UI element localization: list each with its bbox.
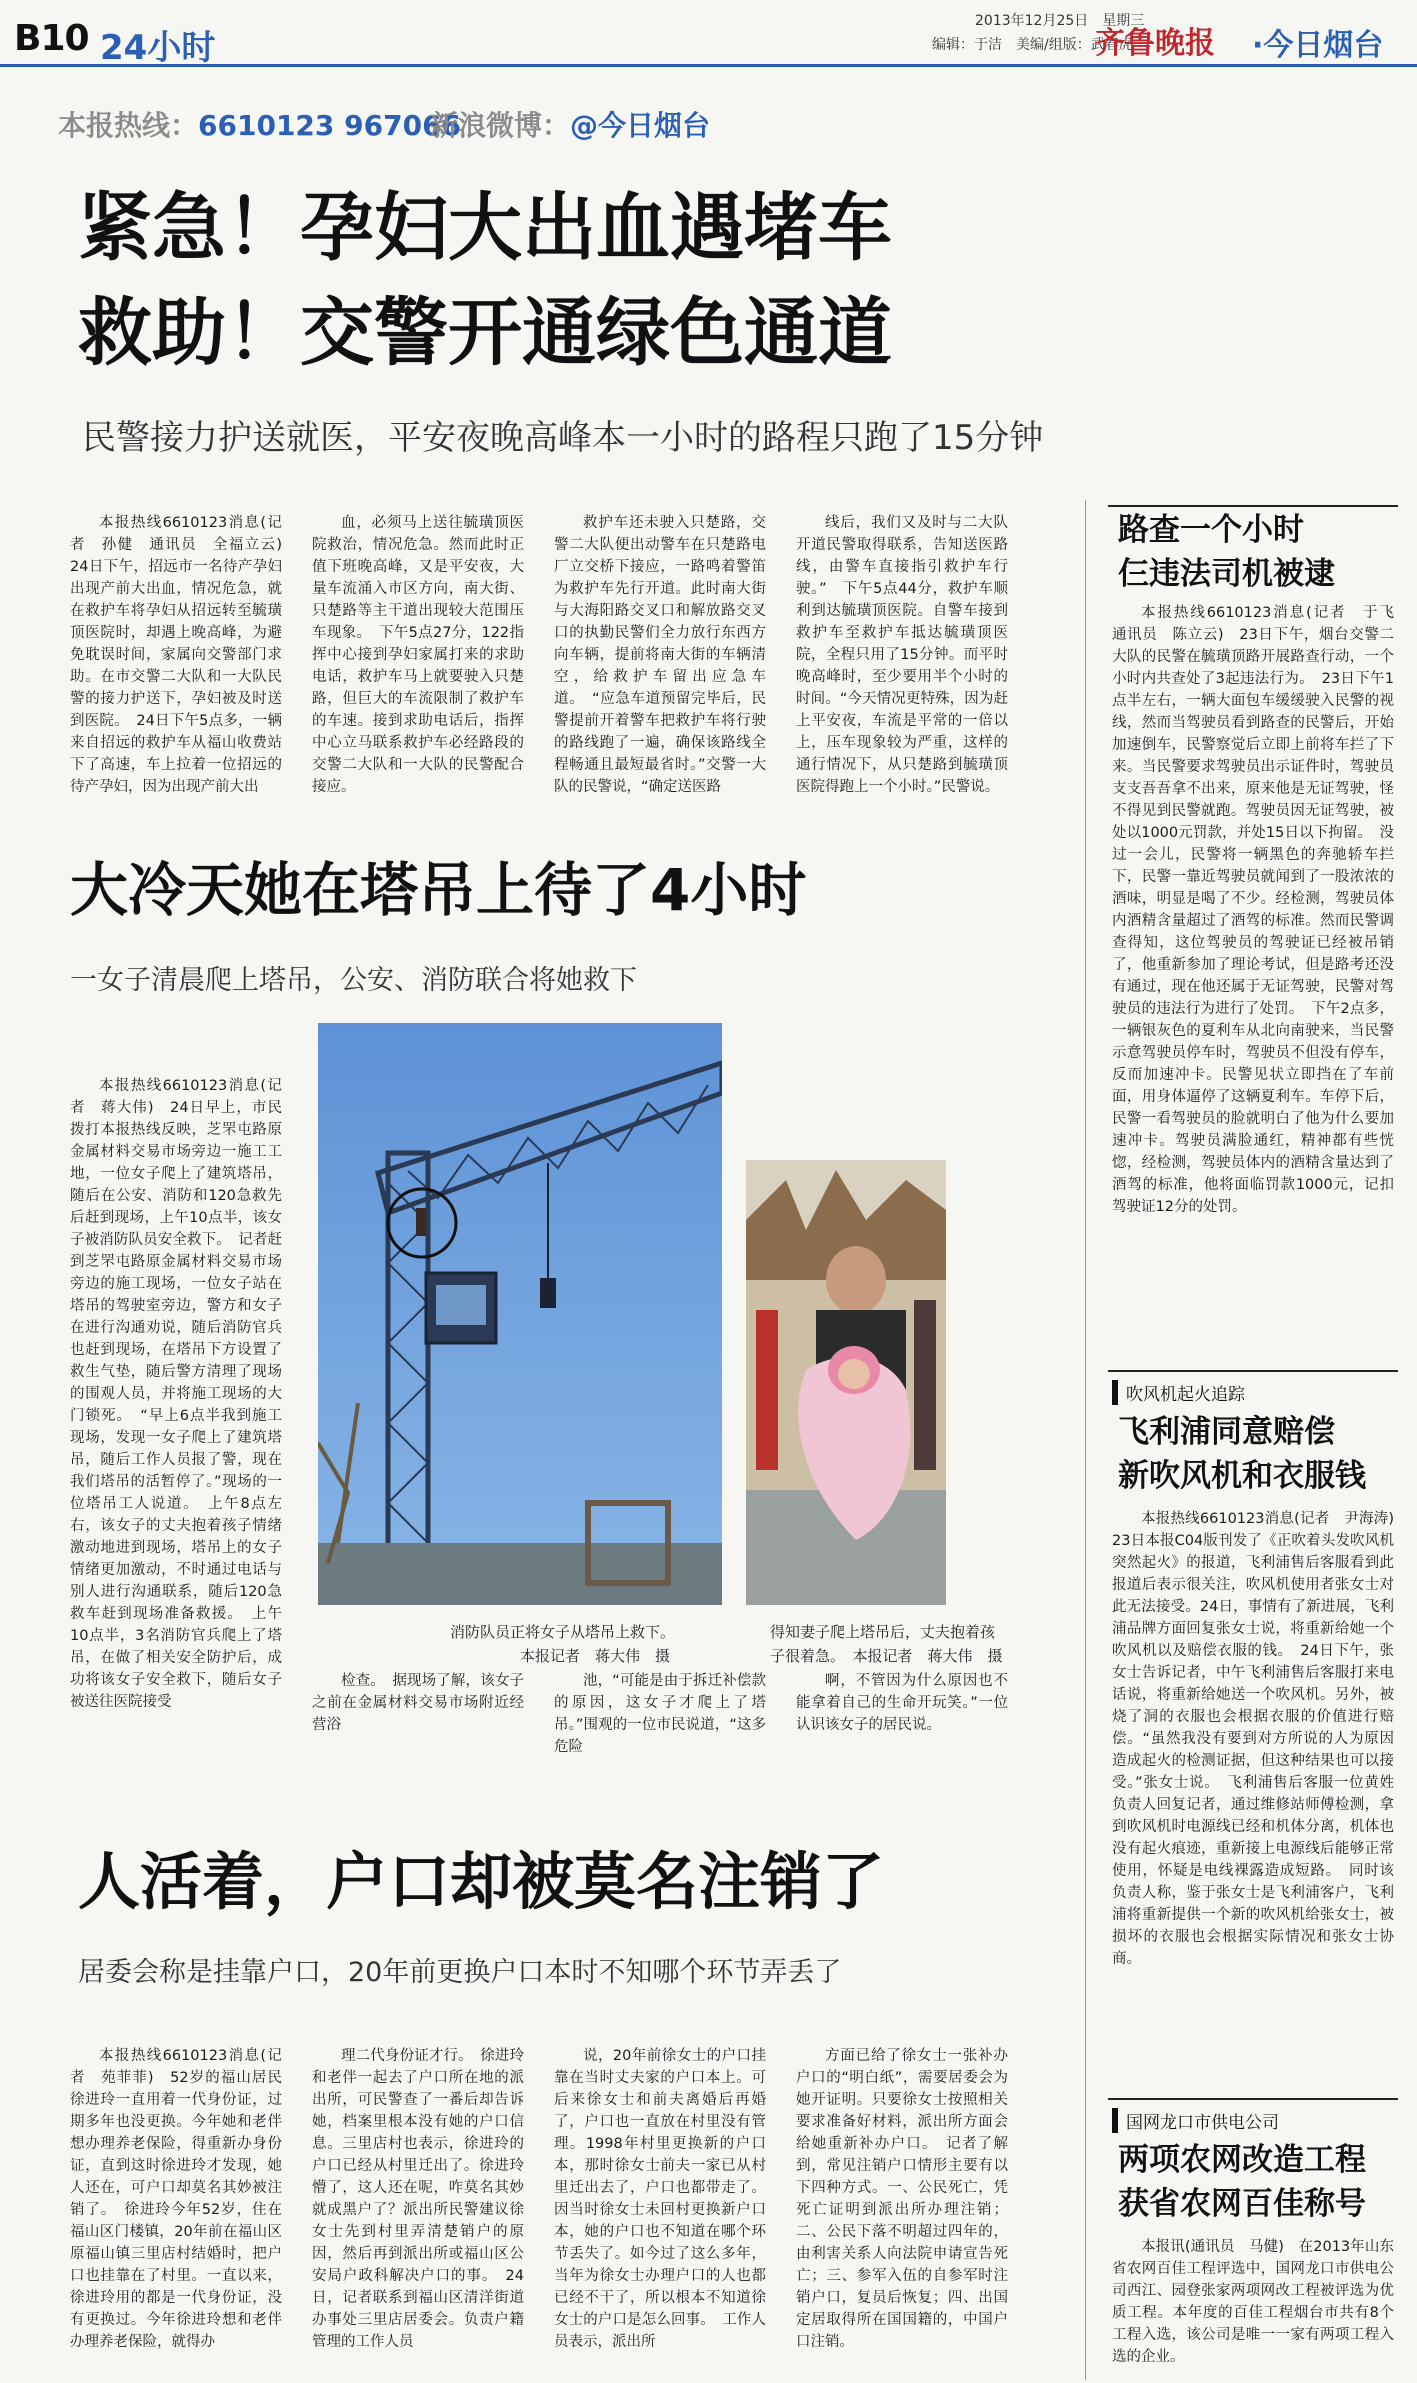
tower-crane-photo [318,1023,722,1605]
photo2-caption: 得知妻子爬上塔吊后，丈夫抱着孩 子很着急。 本报记者 蒋大伟 摄 [770,1623,1003,1665]
story2-subtitle: 一女子清晨爬上塔吊，公安、消防联合将她救下 [70,965,637,996]
side3-rule [1108,2098,1398,2100]
story3-column-2: 理二代身份证才行。 徐进玲和老伴一起去了户口所在地的派出所，可民警查了一番后却告诉她，档案里根本没有她的户口信息。三里店村也表示，徐进玲的户口已经从村里迁出了。徐进玲懵了，这人还在呢，咋莫名其妙就成黑户了？派出所民警建议徐女士先到村里弄清楚销户的原因，然后再到派出所或福山区公安局户政科解决户口的事。 24日，记者联系到福山区清洋街道办事处三里店居委会。负责户籍管理的工作人员 [312,2048,524,2350]
story2-headline: 大冷天她在塔吊上待了4小时 [70,856,807,924]
tower-crane-illustration [318,1023,722,1605]
story1-column-4: 线后，我们又及时与二大队开道民警取得联系，告知送医路线，由警车直接指引救护车行驶。” 下午5点44分，救护车顺利到达毓璜顶医院。自警车接到救护车至救护车抵达毓璜顶医院，全程只用了15分钟。而平时晚高峰时，至少要用半个小时的时间。“今天情况更特殊，因为赶上平安夜，车流是平常的一倍以上，压车现象较为严重，这样的通行情况下，从只楚路到毓璜顶医院得跑上一个小时。”民警说。 [796,515,1008,795]
husband-child-illustration [746,1160,946,1605]
side2-body: 本报热线6610123消息(记者 尹海涛) 23日本报C04版刊发了《正吹着头发吹风机突然起火》的报道，飞利浦售后客服看到此报道后表示很关注，吹风机使用者张女士对此无法接受。24日，事情有了新进展，飞利浦品牌方面回复张女士说，将重新给她一个吹风机以及赔偿衣服的钱。 24日下午，张女士告诉记者，中午飞利浦售后客服打来电话说，将重新给她送一个吹风机。另外，被烧了洞的衣服也会根据衣服的价值进行赔偿。“虽然我没有要到对方所说的人为原因造成起火的检测证据，但这种结果也可以接受。”张女士说。 飞利浦售后客服一位黄姓负责人回复记者，通过维修站师傅检测，拿到吹风机时电源线已经和机体分离，机体也没有起火痕迹，重新接上电源线后能够正常使用，怀疑是电线裸露造成短路。 同时该负责人称，鉴于张女士是飞利浦客户，飞利浦将重新提供一个新的吹风机给张女士，被损坏的衣服也会根据实际情况和张女士协商。 [1112,1511,1409,1967]
side3-body: 本报讯(通讯员 马健) 在2013年山东省农网百佳工程评选中，国网龙口市供电公司西江、园登张家两项网改工程被评选为优质工程。本年度的百佳工程烟台市共有8个工程入选，该公司是唯一一家有两项工程入选的企业。 [1112,2239,1394,2365]
story2-column-1: 本报热线6610123消息(记者 蒋大伟) 24日早上，市民拨打本报热线反映，芝罘屯路原金属材料交易市场旁边一施工工地，一位女子爬上了建筑塔吊，随后在公安、消防和120急救先后赶到现场，上午10点半，该女子被消防队员安全救下。 记者赶到芝罘屯路原金属材料交易市场旁边的施工现场，一位女子站在塔吊的驾驶室旁边，警方和女子在进行沟通劝说，随后消防官兵也赶到现场，在塔吊下方设置了救生气垫，随后警方清理了现场的围观人员，并将施工现场的大门锁死。 “早上6点半我到施工现场，发现一女子爬上了建筑塔吊，随后工作人员报了警，现在我们塔吊的活暂停了。”现场的一位塔吊工人说道。 上午8点左右，该女子的丈夫抱着孩子情绪激动地进到现场，塔吊上的女子情绪更加激动，不时通过电话与别人进行沟通联系，随后120急救车赶到现场准备救援。 上午10点半，3名消防官兵爬上了塔吊，在做了相关安全防护后，成功将该女子安全救下，随后女子被送往医院接受 [70,1078,282,1710]
side2-tag: 吹风机起火追踪 [1112,1380,1245,1405]
hotline [58,104,461,144]
issue-date: 2013年12月25日 星期三 [975,13,1145,29]
story2-column-2: 检查。 据现场了解，该女子之前在金属材料交易市场附近经营浴 [312,1673,524,1733]
side3-headline-2: 获省农网百佳称号 [1118,2186,1366,2222]
weibo-handle: @今日烟台 [570,109,711,142]
masthead-sub: ·今日烟台 [1252,28,1384,63]
story3-column-1: 本报热线6610123消息(记者 苑菲菲) 52岁的福山居民徐进玲一直用着一代身份证，过期多年也没更换。今年她和老伴想办理养老保险，得重新办身份证，直到这时徐进玲才发现，她人还在，可户口却莫名其妙被注销了。 徐进玲今年52岁，住在福山区门楼镇，20年前在福山区原福山镇三里店村结婚时，把户口也挂靠在了村里。一直以来，徐进玲用的都是一代身份证，没有更换过。今年徐进玲想和老伴办理养老保险，就得办 [70,2048,282,2350]
story2-column-3: 池，“可能是由于拆迁补偿款的原因，这女子才爬上了塔吊。”围观的一位市民说道，“这多危险 [554,1673,766,1755]
story3-column-3: 说，20年前徐女士的户口挂靠在当时丈夫家的户口本上。可后来徐女士和前夫离婚后再婚了，户口也一直放在村里没有管理。1998年村里更换新的户口本，那时徐女士前夫一家已从村里迁出去了，户口也都带走了。因当时徐女士未回村更换新户口本，她的户口也不知道在哪个环节丢失了。如今过了这么多年，当年为徐女士办理户口的人也都已经不干了，所以根本不知道徐女士的户口是怎么回事。 工作人员表示，派出所 [554,2048,766,2350]
side1-headline-1: 路查一个小时 [1118,512,1304,548]
story1-headline-1: 紧急！孕妇大出血遇堵车 [78,185,892,271]
side3-headline-1: 两项农网改造工程 [1118,2142,1366,2178]
story1-subtitle: 民警接力护送就医，平安夜晚高峰本一小时的路程只跑了15分钟 [82,418,1044,458]
story2-column-4: 啊，不管因为什么原因也不能拿着自己的生命开玩笑。”一位认识该女子的居民说。 [796,1673,1008,1733]
hotline-numbers: 6610123 967066 [198,109,462,142]
masthead-logo: 齐鲁晚报 [1095,26,1215,61]
story3-column-4: 方面已给了徐女士一张补办户口的“明白纸”，需要居委会为她开证明。只要徐女士按照相关要求准备好材料，派出所方面会给她重新补办户口。 记者了解到，常见注销户口情形主要有以下四种方式。一、公民死亡，凭死亡证明到派出所办理注销；二、公民下落不明超过四年的，由利害关系人向法院申请宣告死亡；三、参军入伍的自参军时注销户口，复员后恢复；四、出国定居取得所在国国籍的，中国户口注销。 [796,2048,1008,2350]
page-number: B10 [14,18,89,59]
weibo-label: 新浪微博： [430,109,571,142]
side3-tag: 国网龙口市供电公司 [1112,2108,1279,2133]
sidebar-top-rule [1108,505,1398,507]
sidebar-divider [1085,500,1086,2380]
story3-subtitle: 居委会称是挂靠户口，20年前更换户口本时不知哪个环节弄丢了 [78,1957,842,1988]
weibo [430,104,710,144]
story1-column-3: 救护车还未驶入只楚路，交警二大队便出动警车在只楚路电厂立交桥下接应，一路鸣着警笛为救护车先行开道。此时南大街与大海阳路交叉口和解放路交叉口的执勤民警们全力放行东西方向车辆，提前将南大街的车辆清空，给救护车留出应急车道。 “应急车道预留完毕后，民警提前开着警车把救护车将行驶的路线跑了一遍，确保该路线全程畅通且最短最省时。”交警一大队的民警说，“确定送医路 [554,515,766,795]
hotline-label: 本报热线： [58,109,199,142]
editors: 编辑：于洁 美编/组版：武春虎 [932,37,1133,53]
story1-column-2: 血，必须马上送往毓璜顶医院救治，情况危急。然而此时正值下班晚高峰，又是平安夜，大量车流涌入市区方向，南大街、只楚路等主干道出现较大范围压车现象。 下午5点27分，122指挥中心接到孕妇家属打来的求助电话，救护车马上就要驶入只楚路，但巨大的车流限制了救护车的车速。接到求助电话后，指挥中心立马联系救护车必经路段的交警二大队和一大队的民警配合接应。 [312,515,524,795]
photo1-caption: 消防队员正将女子从塔吊上救下。 本报记者 蒋大伟 摄 [450,1623,676,1665]
husband-child-photo [746,1160,946,1605]
side2-headline-1: 飞利浦同意赔偿 [1118,1414,1335,1450]
section-name: 24小时 [100,28,216,68]
side1-body: 本报热线6610123消息(记者 于飞 通讯员 陈立云) 23日下午，烟台交警二大队的民警在毓璜顶路开展路查行动，一个小时内共查处了3起违法行为。 23日下午1点半左右，一辆大面包车缓缓驶入民警的视线，然而当驾驶员看到路查的民警后，开始加速倒车，民警察觉后立即上前将车拦了下来。当民警要求驾驶员出示证件时，驾驶员支支吾吾拿不出来，原来他是无证驾驶，怪不得见到民警就跑。驾驶员因无证驾驶，被处以1000元罚款，并处15日以下拘留。 没过一会儿，民警将一辆黑色的奔驰轿车拦下，民警一靠近驾驶员就闻到了一股浓浓的酒味，明显是喝了不少。经检测，驾驶员体内酒精含量超过了酒驾的标准。然而民警调查得知，这位驾驶员的驾驶证已经被吊销了，他重新参加了理论考试，但是路考还没有通过，现在他还属于无证驾驶，民警对驾驶员的违法行为进行了处罚。 下午2点多，一辆银灰色的夏利车从北向南驶来，当民警示意驾驶员停车时，驾驶员不但没有停车，反而加速冲卡。民警见状立即挡在了车前面，用身体逼停了这辆夏利车。车停下后，民警一看驾驶员的脸就明白了他为什么要加速冲卡。驾驶员满脸通红，精神都有些恍惚，经检测，驾驶员体内的酒精含量达到了酒驾的标准，他将面临罚款1000元，记扣驾驶证12分的处罚。 [1112,605,1409,1215]
story1-headline-2: 救助！交警开通绿色通道 [78,290,892,376]
story3-headline: 人活着，户口却被莫名注销了 [78,1845,885,1918]
story1-column-1: 本报热线6610123消息(记者 孙健 通讯员 全福立云) 24日下午，招远市一名待产孕妇出现产前大出血，情况危急，就在救护车将孕妇从招远转至毓璜顶医院时，却遇上晚高峰，为避免耽误时间，家属向交警部门求助。在市交警二大队和一大队民警的接力护送下，孕妇被及时送到医院。 24日下午5点多，一辆来自招远的救护车从福山收费站下了高速，车上拉着一位招远的待产孕妇，因为出现产前大出 [70,515,297,795]
side1-headline-2: 仨违法司机被逮 [1118,556,1335,592]
side2-headline-2: 新吹风机和衣服钱 [1118,1458,1366,1494]
side2-rule [1108,1370,1398,1372]
